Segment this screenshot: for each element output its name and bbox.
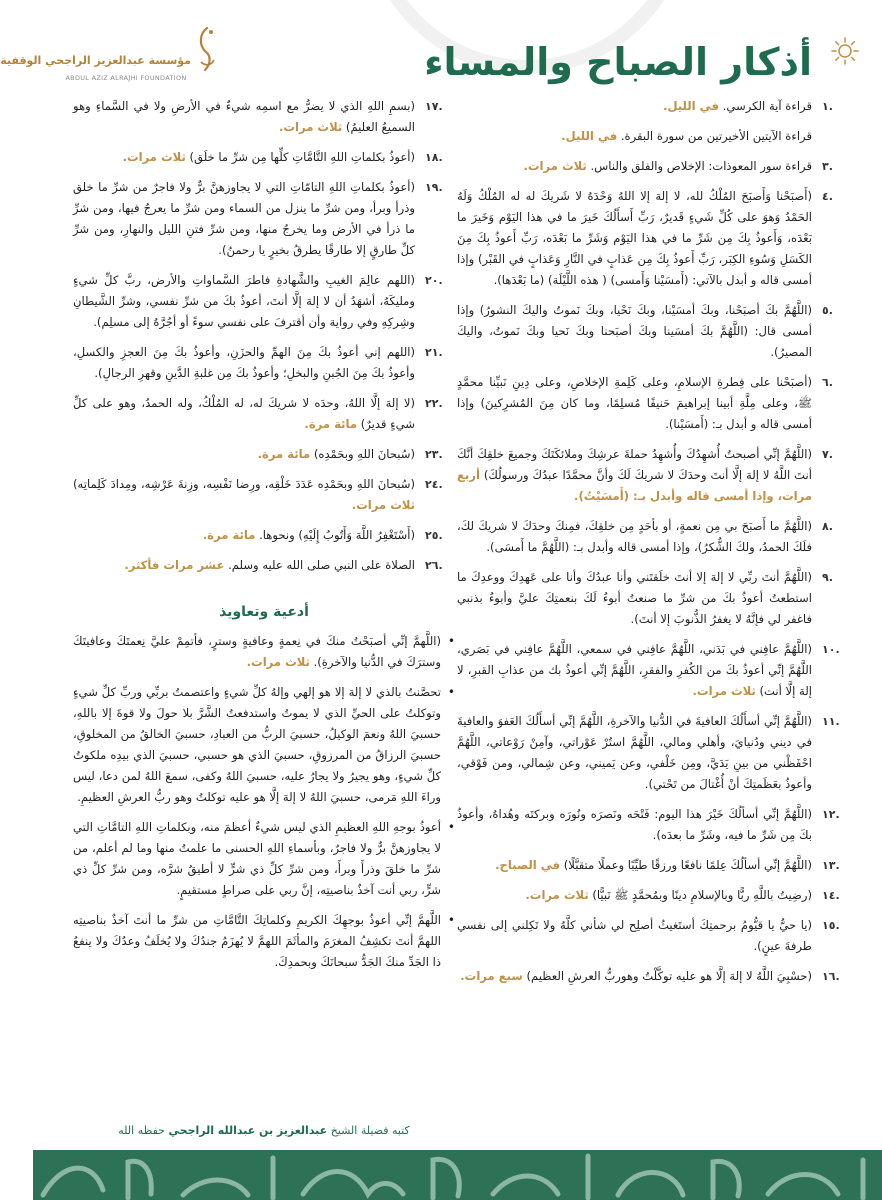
item-text: (اللَّهُمَّ إنِّي أسأَلُكَ العافيةَ في الدُّنيا والآخرةِ، اللَّهُمَّ إنِّي أسأَلُكَ العَفوَ والعافيةَ في ديني ودُنيايَ، وأهلي ومالي، اللَّهُمَّ استُرْ عَوْراتي، وآمِنْ رَوْعاتي، اللَّهُمَّ احْفَظْني من بينِ يَدَيَّ، ومِن خَلْفي، وعن يَميني، وعن شِمالي، ومن فَوْقي، وأعوذُ بعَظَمتِكَ أنْ أُغْتالَ من تَحْتي). [457, 714, 812, 791]
dhikr-item [457, 885, 852, 906]
duaa-item [73, 682, 455, 808]
logo-arabic-text: مؤسسة عبدالعزيز الراجحي الوقفية [0, 54, 191, 67]
item-repeat-note: ثلاث مرات. [351, 498, 415, 512]
foundation-logo [0, 24, 221, 86]
dhikr-item [457, 966, 852, 987]
header [0, 0, 882, 98]
item-text: (بسمِ اللهِ الذي لا يضرُّ مع اسمِه شيءٌ في الأرضِ ولا في السَّماءِ وهو السميعُ العليمُ) [73, 99, 415, 134]
item-text: قراءة الآيتين الأخيرتين من سورة البقرة. [620, 129, 812, 143]
item-repeat-note: مائة مرة. [304, 417, 358, 431]
bullet-icon: • [447, 685, 455, 699]
item-number: .١١ [822, 715, 840, 728]
item-repeat-note: ثلاث مرات. [525, 888, 589, 902]
item-repeat-note: مائة مرة. [202, 528, 256, 542]
item-number: .١٣ [822, 859, 840, 872]
dhikr-item [73, 270, 455, 333]
item-text: (أعوذُ بكلماتِ اللهِ التَّامَّاتِ كلِّها مِن شرِّ ما خلَق) [189, 150, 415, 164]
dhikr-item [457, 156, 852, 177]
duaa-item [73, 910, 455, 973]
dhikr-item [73, 177, 455, 261]
dhikr-item [73, 474, 455, 516]
item-text: (اللَّهُمَّ أنتَ ربِّي لا إلهَ إلا أنتَ خلَقتَني وأنا عبدُكَ وأنا على عَهدِكَ ووعدِكَ ما استطعتُ أعوذُ بكَ من شرِّ ما صنعتُ أبوءُ لَكَ بنعمتِكَ عليَّ وأبوءُ بذنبي فاغفر لي فإنَّهُ لا يغفرُ الذُّنوبَ إلا أنتَ). [457, 570, 812, 626]
item-text: (اللهم عالِمَ الغيبِ والشَّهادةِ فاطرَ السَّماواتِ والأرض، ربَّ كلِّ شيءٍ ومليكَهُ، أشهَدُ أن لا إلهَ إلَّا أنتَ، أعوذُ بكَ من شرِّ نفسي، وشرِّ الشَّيطانِ وشِركِهِ وفي رواية وأن أقترفَ على نفسي سوءً أو أجُرَّهُ إلى مسلِم). [73, 273, 415, 329]
duaa-section-title: أدعية وتعاويذ [219, 604, 309, 620]
item-text: (اللَّهُمَّ إنِّي أصبحتُ أُشهِدُكَ وأُشهِدُ حملةَ عرشِكَ وملائكَتَكَ وجميعَ خلقِكَ أنَّكَ أنتَ اللَّهُ لا إلهَ إلَّا أنتَ وحدَكَ لا شريكَ لَكَ وأنَّ محمَّدًا عبدُكَ ورسولُكَ) [457, 447, 812, 482]
dhikr-item [457, 804, 852, 846]
item-repeat-note: عشر مرات فأكثر. [124, 558, 225, 572]
author-credit [73, 1124, 455, 1137]
duaa-repeat-note: ثلاث مرات. [246, 655, 310, 669]
item-number: .٧ [822, 448, 833, 461]
dhikr-item [457, 855, 852, 876]
dhikr-item [457, 126, 852, 147]
item-number: .٢٢ [425, 397, 443, 410]
page-title: أذكار الصباح والمساء [424, 40, 812, 84]
credit-name: عبدالعزيز بن عبدالله الراجحي [168, 1124, 328, 1137]
logo-english-text: ABDUL AZIZ ALRAJHI FOUNDATION [65, 74, 187, 82]
duaa-items [73, 631, 455, 973]
item-number: .٢٥ [425, 529, 443, 542]
item-text: (أَسْتَغْفِرُ اللَّهَ وَأَتُوبُ إِلَيْهِ) ونحوها. [259, 528, 415, 542]
item-text: (أعوذُ بكلماتِ اللهِ التامّاتِ التي لا يجاوزهنَّ برٌّ ولا فاجرٌ من شرِّ ما خلق وذرأ وبرأ، ومن شرِّ ما ينزل من السماء ومن شرِّ ما يعرجُ فيها، ومن شرِّ ما ذرأ في الأرض وما يخرجُ منها، ومن شرِّ فتنِ الليل والنهارِ، ومن شرِّ كلِّ طارقٍ إلا طارقًا يطرقُ بخيرٍ يا رحمنُ). [73, 180, 415, 257]
item-text: (رضِيتُ باللَّهِ ربًّا وبالإسلامِ دينًا وبمُحمَّدٍ ﷺ نَبيًّا) [592, 888, 812, 902]
item-repeat-note: أربع مرات، وإذا أمسى قاله وأبدل بـ: (أَمسَيْتُ). [457, 468, 812, 503]
duaa-text: تحصَّنتُ بالذي لا إلهَ إلا هو إلهي وإلهُ كلِّ شيءٍ واعتصمتُ بربِّي وربِّ كلِّ شيءٍ وتوكلتُ على الحيِّ الذي لا يموتُ واستدفعتُ الشَّرَّ بلا حولَ ولا قوةَ إلا باللهِ، حسبيَ اللهُ ونعمَ الوكيلُ، حسبيَ الربُّ من العبادِ، حسبيَ الخالقُ من المخلوقِ، حسبيَ الرزاقُ من المرزوقِ، حسبيَ الذي هو حسبي، حسبيَ الذي بيدِه ملكوتُ كلِّ شيءٍ، وهو يجيرُ ولا يجارُ عليه، حسبيَ اللهُ وكفى، سمعَ اللهُ لمن دعا، ليس وراءَ اللهِ مَرمى، حسبيَ اللهُ لا إلهَ إلَّا هو عليه توكلتُ وهو ربُّ العرشِ العظيمِ. [73, 685, 441, 804]
item-text: (اللَّهُمَّ بكَ أصبَحْنا، وبكَ أمسَيْنا، وبكَ نَحْيا، وبكَ نَموتُ واليكَ النشورُ) وإذا أمسى قال: (اللَّهُمَّ بكَ أمسَينا وبكَ أصبَحنا وبكَ نَحيا وبكَ نَموتُ، واليكَ المصيرُ). [457, 303, 812, 359]
item-repeat-note: في الليل. [663, 99, 719, 113]
left-column [73, 96, 455, 982]
dhikr-item [457, 96, 852, 117]
footer-band [33, 1150, 882, 1200]
item-text: قراءة سور المعوذات: الإخلاص والفلق والناس. [590, 159, 812, 173]
item-text: (اللَّهُمَّ عافِني في بَدَني، اللَّهُمَّ عافِني في سمعي، اللَّهُمَّ عافِني في بَصَري، اللَّهُمَّ إنِّي أعوذُ بكَ من الكُفرِ والفقرِ، اللَّهُمَّ إنِّي أعوذُ بك من عذابِ القبرِ، لا إلهَ إلَّا أنت) [457, 642, 812, 698]
item-number: .١٢ [822, 808, 840, 821]
item-repeat-note: مائة مرة. [257, 447, 311, 461]
item-number: .٣ [822, 160, 833, 173]
item-number: .٢٦ [425, 559, 443, 572]
item-number: .١٨ [425, 151, 443, 164]
item-number: .١٩ [425, 181, 443, 194]
sun-icon [830, 36, 860, 66]
left-items [73, 96, 455, 576]
dhikr-item [457, 567, 852, 630]
item-text: الصلاة على النبي صلى الله عليه وسلم. [228, 558, 415, 572]
dhikr-item [457, 300, 852, 363]
item-repeat-note: ثلاث مرات. [523, 159, 587, 173]
dhikr-item [73, 444, 455, 465]
bullet-icon: • [447, 820, 455, 834]
item-repeat-note: ثلاث مرات. [122, 150, 186, 164]
item-text: (اللهم إني أعوذُ بكَ مِنَ الهمِّ والحزَنِ، وأعوذُ بكَ مِنَ العجزِ والكسلِ، وأعوذُ بكَ مِنَ الجُبنِ والبخلِ؛ وأعوذُ بكَ مِن غلبةِ الدَّينِ وقهرِ الرجالِ). [73, 345, 415, 380]
item-text: (اللَّهُمَّ ما أَصبَحَ بي مِن نعمةٍ، أو بأحَدٍ مِن خلقِكَ، فمِنكَ وحدَكَ لا شريكَ لكَ، فلَكَ الحمدُ، ولكَ الشُّكرُ)، وإذا أمسى قاله وأبدل بـ: (اللَّهُمَّ ما أَمسَى). [457, 519, 812, 554]
item-number: .١٥ [822, 919, 840, 932]
credit-prefix: كتبه فضيلة الشيخ [330, 1124, 410, 1137]
dhikr-item [73, 393, 455, 435]
bullet-icon: • [447, 634, 455, 648]
item-repeat-note: في الليل. [561, 129, 618, 143]
dhikr-item [457, 639, 852, 702]
item-number: .٩ [822, 571, 833, 584]
dhikr-item [73, 342, 455, 384]
dhikr-item [457, 711, 852, 795]
item-number: .٢٣ [425, 448, 443, 461]
item-text: (يا حيُّ يا قيُّومُ برحمتِكَ أستَغيثُ أصلِح لي شأني كلَّهُ ولا تَكِلني إلى نفسي طرفةَ عينٍ). [457, 918, 812, 953]
dhikr-item [457, 372, 852, 435]
item-repeat-note: في الصباح. [495, 858, 561, 872]
item-number: .٦ [822, 376, 833, 389]
item-number: .١٤ [822, 889, 840, 902]
bullet-icon: • [447, 913, 455, 927]
item-number: .١٦ [822, 970, 840, 983]
item-text: (حسْبِيَ اللَّهُ لا إلهَ إلَّا هو عليه توكَّلْتُ وهوربُّ العرشِ العظيم) [526, 969, 812, 983]
dhikr-item [457, 444, 852, 507]
item-number: .٨ [822, 520, 833, 533]
item-repeat-note: ثلاث مرات. [692, 684, 756, 698]
item-number: .٥ [822, 304, 833, 317]
dhikr-item [73, 555, 455, 576]
item-repeat-note: ثلاث مرات. [278, 120, 343, 134]
duaa-text: أعوذُ بوجهِ اللهِ العظيمِ الذي ليس شيءٌ أعظمَ منه، وبكلماتِ اللهِ التامَّاتِ التي لا يجاوزهنَّ برٌّ ولا فاجرٌ، وبأسماءِ اللهِ الحسنى ما علمتُ منها وما لم أعلم، من شرِّ ما خلقَ وذرأَ وبرأَ، ومن شرِّ كلِّ ذي شرٍّ لا أطيقُ شرَّه، ومن شرِّ كلِّ ذي شرٍّ، ربي أنت آخذٌ بناصيتِه، إنَّ ربي على صراطٍ مستقيمٍ. [73, 820, 441, 897]
duaa-text: (اللَّهمَّ إنِّي أصبَحْتُ منكَ في نِعمةٍ وعافيةٍ وسترٍ، فأتمِمْ عليَّ نِعمتَكَ وعافيتَكَ وسترَكَ في الدُّنيا والآخرةِ). [73, 634, 441, 669]
dhikr-item [457, 186, 852, 291]
item-text: (أَصبَحْنا وَأَصبَحَ المُلْكُ لله، لا إلهَ إلا اللهُ وَحْدَهُ لا شَريكَ له له المُلْكُ وَلَهُ الحَمْدُ وَهوَ على كُلِّ شَيءٍ قَديرٌ، رَبِّ أَسأَلُكَ خَيرَ ما في هذا اليَوْم وَخَيرَ ما بَعْدَه، وَأَعوذُ بِكَ مِن شَرِّ ما في هذا اليَوْم وَشَرِّ ما بَعْدَه، رَبِّ أَعوذُ بِكَ مِنَ الكَسَلِ وَسُوءِ الكِبَر، رَبِّ أَعوذُ بِكَ مِن عَذابٍ في النَّارِ وَعَذابٍ في القَبْر) وإذا أمسى قاله و أبدل بالآتي: (أَمسَيْنا وَأَمسى) ( هذه اللَّيْلَة) (ما بَعْدَها). [457, 189, 812, 287]
dhikr-item [73, 525, 455, 546]
item-number: .٢٠ [425, 274, 443, 287]
duaa-item [73, 817, 455, 901]
item-text: (لا إلهَ إلَّا اللهُ، وحدَه لا شريكَ له، له المُلْكُ، وله الحمدُ، وهو على كلِّ شيءٍ قديرٌ) [73, 396, 415, 431]
item-number: .٢٤ [425, 478, 443, 491]
dhikr-item [457, 516, 852, 558]
item-text: (سُبحانَ اللهِ وبحَمْدِه) [313, 447, 415, 461]
item-number: .٤ [822, 190, 833, 203]
footer-calligraphy-pattern [33, 1150, 882, 1200]
item-repeat-note: سبع مرات. [460, 969, 523, 983]
item-text: (أصبَحْنا على فِطرةِ الإسلامِ، وعلى كَلِمةِ الإخلاصِ، وعلى دِينِ نَبيِّنا محمَّدٍ ﷺ، وعلى مِلَّةِ أبينا إبراهيمَ حَنيفًا مُسلِمًا، وما كان مِنَ المُشرِكينَ) وإذا أمسى قاله و أبدل بـ: (أَمسَيْنا). [457, 375, 812, 431]
right-column [457, 96, 852, 996]
duaa-text: اللَّهمَّ إنِّي أعوذُ بوجهِكَ الكريمِ وكلماتِكَ التَّامَّاتِ من شرِّ ما أنتَ آخذٌ بناصيتِه اللهمَّ أنتَ تكشِفُ المغرَمَ والمأثَمَ اللهمَّ لا يُهزَمُ جندُكَ ولا يُخلَفُ وعدُكَ ولا ينفعُ ذا الجَدِّ منكَ الجَدُّ سبحانَكَ وبحمدِكَ. [73, 913, 441, 969]
credit-suffix: حفظه الله [118, 1124, 165, 1137]
item-number: .١ [822, 100, 833, 113]
item-text: (سُبحانَ اللهِ وبحَمْدِه عَدَدَ خَلْقِه، ورِضا نَفْسِه، وزِنةَ عَرْشِه، ومِدادَ كَلِماتِه) [73, 477, 415, 491]
duaa-item [73, 631, 455, 673]
item-text: (اللَّهُمَّ إنِّي أسألُكَ خَيْرَ هذا اليوم: فَتْحَه ونَصرَه ونُورَه وبركتَه وهُداهُ، وأعوذُ بكَ مِن شَرِّ ما فيه، وشَرِّ ما بعدَه). [457, 807, 812, 842]
item-number: .١٠ [822, 643, 840, 656]
item-number: .١٧ [425, 100, 443, 113]
dhikr-item [457, 915, 852, 957]
item-text: (اللَّهُمَّ إنِّي أسألُكَ عِلمًا نافعًا ورزقًا طيِّبًا وعملًا متقبَّلًا) [563, 858, 812, 872]
item-text: قراءة آية الكرسي. [722, 99, 812, 113]
logo-mark-icon [193, 24, 219, 74]
item-number: .٢١ [425, 346, 443, 359]
dhikr-item [73, 96, 455, 138]
dhikr-item [73, 147, 455, 168]
